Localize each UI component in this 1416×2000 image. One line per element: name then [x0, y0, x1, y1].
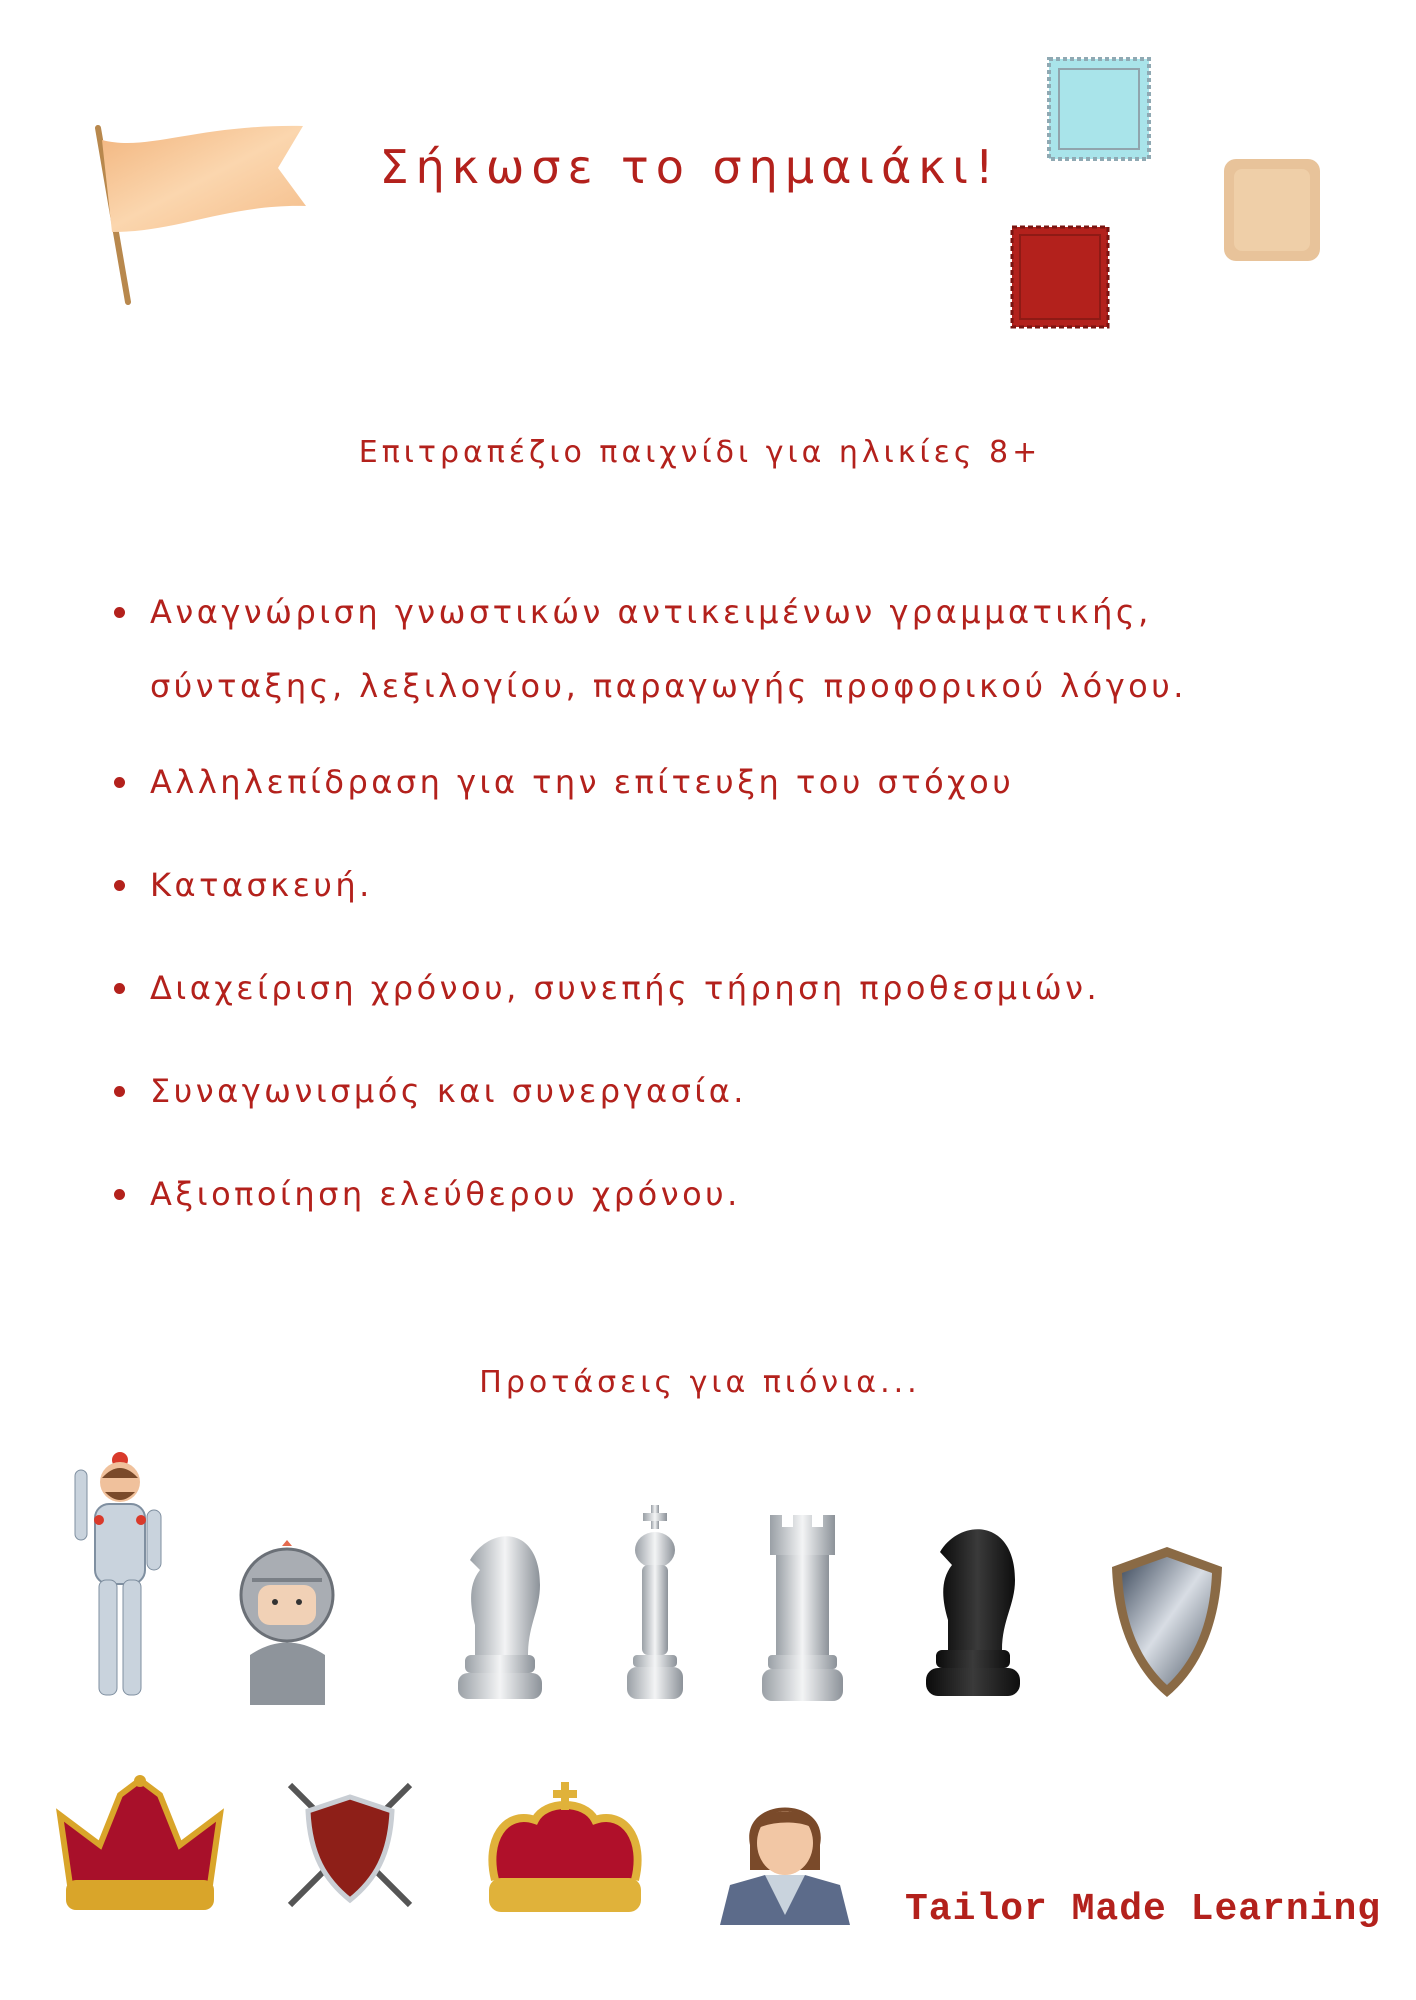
list-item-text: Αξιοποίηση ελεύθερου χρόνου. — [150, 1175, 741, 1213]
list-item — [110, 745, 1340, 820]
brand-name: Tailor Made Learning — [905, 1888, 1382, 1931]
list-item-text: Συναγωνισμός και συνεργασία. — [150, 1072, 747, 1110]
list-item — [110, 1157, 1340, 1232]
knight-man-icon — [65, 1440, 175, 1705]
objectives-list — [110, 575, 1340, 1260]
crossed-swords-shield-icon — [280, 1775, 420, 1915]
shield-icon — [1110, 1545, 1225, 1700]
crown-gold-icon — [475, 1780, 655, 1920]
list-item-text: Αλληλεπίδραση για την επίτευξη του στόχου — [150, 763, 1015, 801]
pawns-heading: Προτάσεις για πιόνια... — [479, 1365, 921, 1400]
crown-icon — [50, 1775, 230, 1920]
flag-icon — [88, 120, 318, 310]
page-title: Σήκωσε το σημαιάκι! — [379, 140, 1001, 194]
list-item — [110, 575, 1340, 723]
white-rook-piece-icon — [760, 1515, 845, 1705]
stamp-beige-icon — [1220, 155, 1324, 265]
list-item — [110, 951, 1340, 1026]
list-item-text: Αναγνώριση γνωστικών αντικειμένων γραμματικής, σύνταξης, λεξιλογίου, παραγωγής προφορικού λόγου. — [150, 593, 1187, 705]
list-item-text: Κατασκευή. — [150, 866, 373, 904]
white-king-piece-icon — [625, 1505, 685, 1705]
list-item — [110, 848, 1340, 923]
knight-girl-icon — [710, 1775, 860, 1925]
list-item-text: Διαχείριση χρόνου, συνεπής τήρηση προθεσμιών. — [150, 969, 1101, 1007]
stamp-red-icon — [1010, 225, 1110, 330]
knight-child-icon — [230, 1540, 345, 1705]
page-subtitle: Επιτραπέζιο παιχνίδι για ηλικίες 8+ — [358, 435, 1042, 470]
stamp-blue-icon — [1045, 55, 1153, 163]
black-knight-piece-icon — [920, 1510, 1025, 1700]
list-item — [110, 1054, 1340, 1129]
white-knight-piece-icon — [450, 1515, 550, 1705]
